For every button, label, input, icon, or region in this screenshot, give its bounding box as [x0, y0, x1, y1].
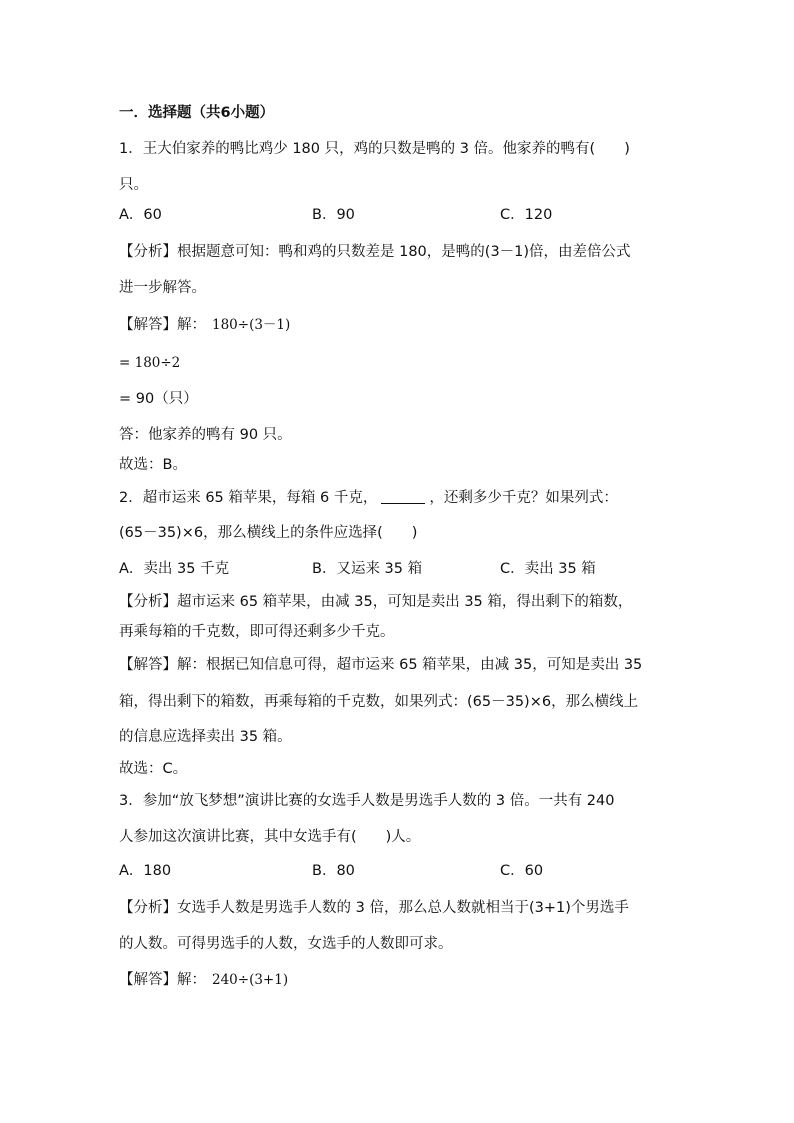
q3-stem-line1: 3．参加“放飞梦想”演讲比赛的女选手人数是男选手人数的 3 倍。一共有 240 — [119, 793, 615, 809]
q3-option-a: A．180 — [119, 863, 172, 879]
q1-stem-line1: 1．王大伯家养的鸭比鸡少 180 只，鸡的只数是鸭的 3 倍。他家养的鸭有( ) — [119, 141, 630, 157]
q1-answer-step2: = 180÷2 — [119, 355, 181, 371]
q3-answer-expr: 240÷(3+1) — [212, 972, 289, 988]
section-title: 一．选择题（共6小题） — [119, 105, 275, 121]
q2-answer-text: 解：根据已知信息可得，超市运来 65 箱苹果，由减 35，可知是卖出 35 — [177, 657, 643, 673]
q1-option-a: A．60 — [119, 207, 162, 223]
q1-analysis-label: 【分析】 — [119, 244, 177, 260]
q3-answer-prefix: 解： — [177, 972, 206, 988]
q1-answer-line1 — [119, 315, 290, 335]
q3-answer-line1 — [119, 970, 288, 990]
q3-option-c: C．60 — [500, 863, 544, 879]
q2-analysis-line1 — [119, 592, 632, 612]
q1-option-c: C．120 — [500, 207, 553, 223]
q2-option-b: B．又运来 35 箱 — [312, 561, 423, 577]
q2-option-c: C．卖出 35 箱 — [500, 561, 596, 577]
q2-answer-line2: 箱，得出剩下的箱数，再乘每箱的千克数，如果列式：(65－35)×6，那么横线上 — [119, 694, 639, 710]
q3-answer-label: 【解答】 — [119, 972, 177, 988]
q2-analysis-text: 超市运来 65 箱苹果，由减 35，可知是卖出 35 箱，得出剩下的箱数， — [177, 594, 633, 610]
q2-answer-label: 【解答】 — [119, 657, 177, 673]
q2-option-a: A．卖出 35 千克 — [119, 561, 230, 577]
q1-analysis-line2: 进一步解答。 — [119, 280, 206, 296]
q2-stem-line2: (65－35)×6，那么横线上的条件应选择( ) — [119, 525, 418, 541]
q2-answer-line1 — [119, 655, 642, 675]
q3-stem-line2: 人参加这次演讲比赛，其中女选手有( )人。 — [119, 829, 421, 845]
q1-option-b: B．90 — [312, 207, 355, 223]
q2-fill-blank — [381, 489, 425, 504]
q3-analysis-line2: 的人数。可得男选手的人数，女选手的人数即可求。 — [119, 936, 453, 952]
q1-conclusion: 答：他家养的鸭有 90 只。 — [119, 427, 292, 443]
q2-choice: 故选：C。 — [119, 761, 188, 777]
q2-stem-line1 — [119, 488, 618, 508]
q1-answer-step3: = 90（只） — [119, 391, 198, 407]
q2-analysis-line2: 再乘每箱的千克数，即可得还剩多少千克。 — [119, 624, 395, 640]
q3-analysis-text: 女选手人数是男选手人数的 3 倍，那么总人数就相当于(3+1)个男选手 — [177, 900, 629, 916]
q1-answer-expr: 180÷(3－1) — [212, 317, 291, 333]
q2-analysis-label: 【分析】 — [119, 594, 177, 610]
q1-stem-line2: 只。 — [119, 177, 148, 193]
q1-analysis-text: 根据题意可知：鸭和鸡的只数差是 180，是鸭的(3－1)倍，由差倍公式 — [177, 244, 631, 260]
q1-answer-prefix: 解： — [177, 317, 206, 333]
q3-option-b: B．80 — [312, 863, 355, 879]
q3-analysis-label: 【分析】 — [119, 900, 177, 916]
q2-answer-line3: 的信息应选择卖出 35 箱。 — [119, 729, 292, 745]
q1-answer-label: 【解答】 — [119, 317, 177, 333]
q2-stem-part-a: 2．超市运来 65 箱苹果，每箱 6 千克， — [119, 490, 378, 506]
q3-analysis-line1 — [119, 898, 629, 918]
q1-analysis-line1 — [119, 242, 631, 262]
q2-stem-part-b: ，还剩多少千克？如果列式： — [429, 490, 618, 506]
q1-choice: 故选：B。 — [119, 457, 187, 473]
